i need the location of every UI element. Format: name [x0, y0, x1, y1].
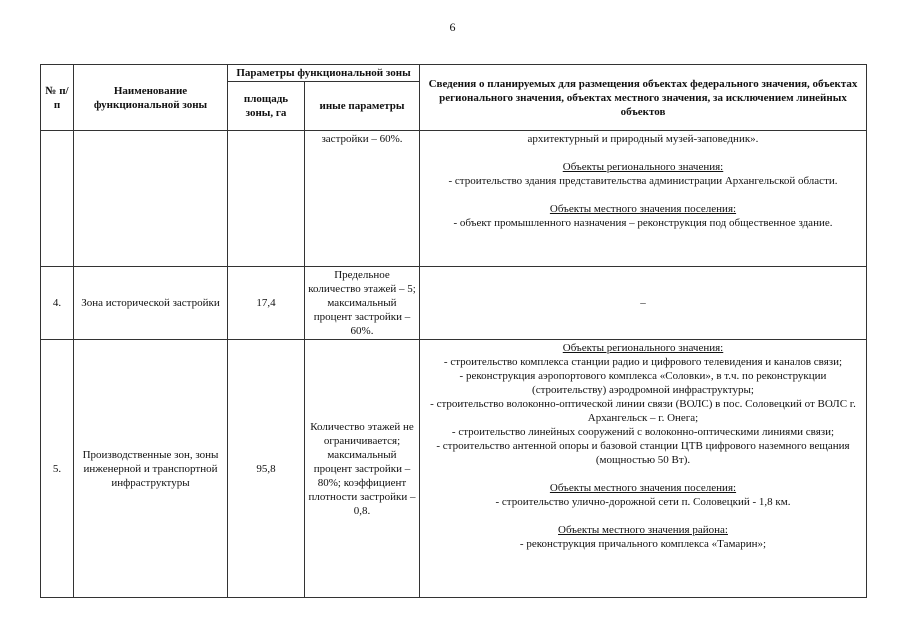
zones-table: [40, 64, 867, 598]
page-number: 6: [449, 20, 456, 34]
row-num: 5.: [41, 340, 74, 598]
objects-item: - объект промышленного назначения – реконструкция под общественное здание.: [453, 217, 833, 229]
paragraph-gap: [423, 188, 863, 202]
row-zone-name: Зона исторической застройки: [74, 267, 228, 340]
header-area: площадь зоны, га: [228, 82, 305, 131]
objects-heading: Объекты регионального значения:: [562, 161, 724, 173]
row-zone-name: [74, 131, 228, 267]
objects-item: - реконструкция аэропортового комплекса «Соловки», в т.ч. по реконструкции (строительству) аэродромной инфраструктуры;: [459, 370, 827, 396]
table-row: [41, 131, 867, 267]
objects-item: - строительство антенной опоры и базовой станции ЦТВ цифрового наземного вещания (мощностью 50 Вт).: [436, 440, 850, 466]
row-planned-objects: [420, 340, 867, 598]
objects-item: - строительство волоконно-оптической линии связи (ВОЛС) в пос. Соловецкий от ВОЛС г. Архангельск – г. Онега;: [430, 398, 856, 424]
row-num: [41, 131, 74, 267]
paragraph-gap: [423, 467, 863, 481]
row-params: Количество этажей не ограничивается; максимальный процент застройки – 80%; коэффициент плотности застройки – 0,8.: [305, 340, 420, 598]
row-params: застройки – 60%.: [305, 131, 420, 267]
header-params-group: Параметры функциональной зоны: [228, 65, 420, 82]
objects-heading: Объекты местного значения района:: [558, 524, 728, 536]
objects-item: - строительство линейных сооружений с волоконно-оптическими линиями связи;: [451, 426, 835, 438]
objects-heading: Объекты местного значения поселения:: [549, 203, 737, 215]
objects-item: - строительство комплекса станции радио и цифрового телевидения и каналов связи;: [443, 356, 843, 368]
header-zone-name: Наименование функциональной зоны: [74, 65, 228, 131]
paragraph-gap: [423, 509, 863, 523]
objects-item: - строительство здания представительства администрации Архангельской области.: [448, 175, 838, 187]
header-other-params: иные параметры: [305, 82, 420, 131]
row-planned-objects: [420, 131, 867, 267]
empty-dash: –: [640, 297, 646, 309]
table-row: [41, 267, 867, 340]
row-area: 95,8: [228, 340, 305, 598]
objects-item: - строительство улично-дорожной сети п. Соловецкий - 1,8 км.: [495, 496, 791, 508]
objects-item: архитектурный и природный музей-заповедник».: [527, 133, 759, 145]
row-area: [228, 131, 305, 267]
row-num: 4.: [41, 267, 74, 340]
row-planned-objects: [420, 267, 867, 340]
table-row: [41, 340, 867, 598]
header-planned-objects: Сведения о планируемых для размещения объектах федерального значения, объектах регионального значения, объектах местного значения, за исключением линейных объектов: [420, 65, 867, 131]
row-params: Предельное количество этажей – 5; максимальный процент застройки – 60%.: [305, 267, 420, 340]
objects-heading: Объекты местного значения поселения:: [549, 482, 737, 494]
row-area: 17,4: [228, 267, 305, 340]
paragraph-gap: [423, 146, 863, 160]
objects-heading: Объекты регионального значения:: [562, 342, 724, 354]
header-num: № п/п: [41, 65, 74, 131]
row-zone-name: Производственные зон, зоны инженерной и транспортной инфраструктуры: [74, 340, 228, 598]
objects-item: - реконструкция причального комплекса «Тамарин»;: [519, 538, 767, 550]
